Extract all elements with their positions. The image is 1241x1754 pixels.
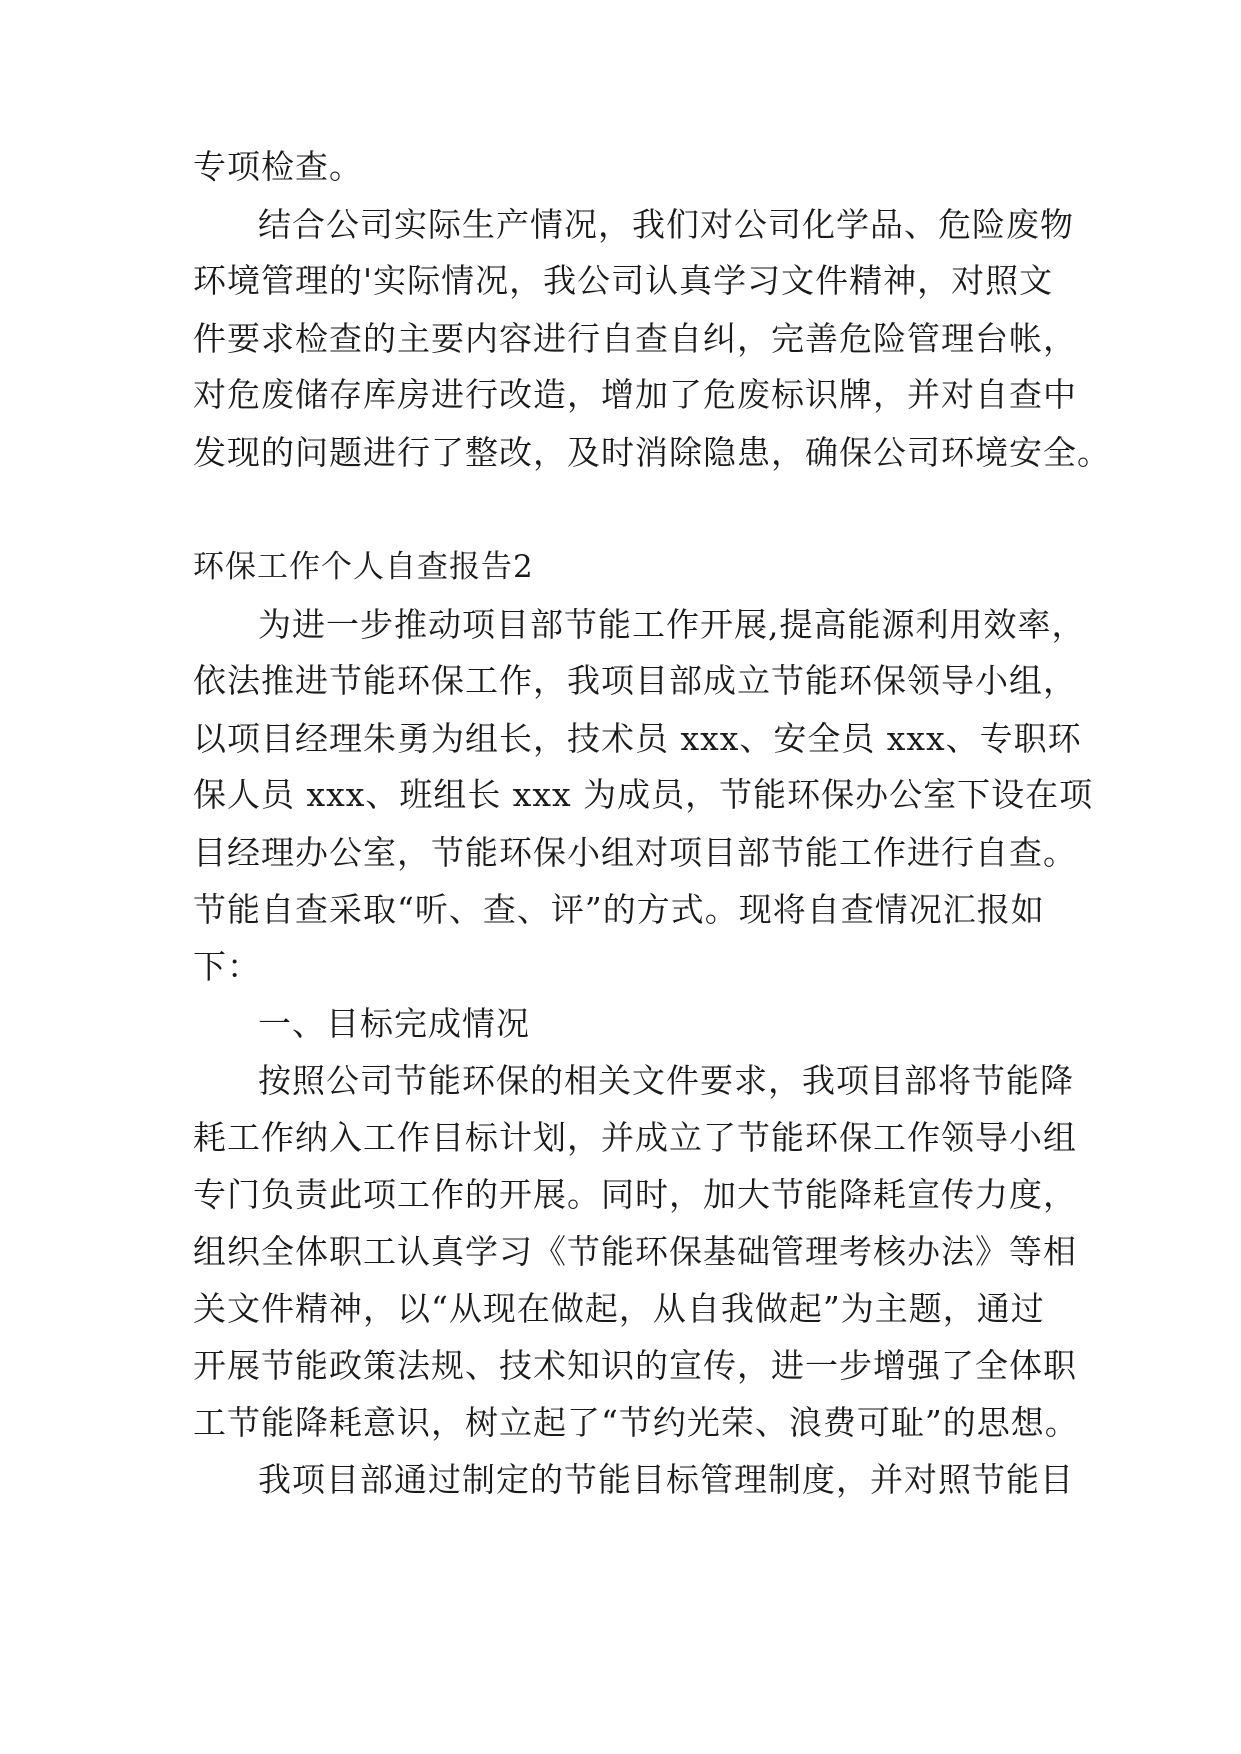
text-line: 依法推进节能环保工作，我项目部成立节能环保领导小组，	[193, 661, 1077, 700]
text-line: 组织全体职工认真学习《节能环保基础管理考核办法》等相	[193, 1232, 1077, 1271]
text-line: 环境管理的'实际情况，我公司认真学习文件精神，对照文	[193, 261, 1054, 300]
text-line: 耗工作纳入工作目标计划，并成立了节能环保工作领导小组	[193, 1118, 1077, 1157]
text-line: 专项检查。	[193, 147, 363, 186]
text-line: 件要求检查的主要内容进行自查自纠，完善危险管理台帐，	[193, 319, 1077, 358]
text-line: 节能自查采取“听、查、评”的方式。现将自查情况汇报如	[193, 890, 1045, 929]
section-heading: 环保工作个人自查报告2	[193, 549, 534, 585]
text-line: 关文件精神，以“从现在做起，从自我做起”为主题，通过	[193, 1289, 1045, 1328]
text-line: 发现的问题进行了整改，及时消除隐患，确保公司环境安全。	[193, 433, 1111, 472]
paragraph-first-line: 按照公司节能环保的相关文件要求，我项目部将节能降	[258, 1061, 1074, 1100]
subsection-heading: 一、目标完成情况	[258, 1004, 530, 1043]
text-line: 开展节能政策法规、技术知识的宣传，进一步增强了全体职	[193, 1346, 1077, 1385]
paragraph-first-line: 我项目部通过制定的节能目标管理制度，并对照节能目	[258, 1460, 1074, 1499]
text-line: 目经理办公室，节能环保小组对项目部节能工作进行自查。	[193, 833, 1077, 872]
text-line: 保人员 xxx、班组长 xxx 为成员，节能环保办公室下设在项	[193, 775, 1094, 814]
text-line: 以项目经理朱勇为组长，技术员 xxx、安全员 xxx、专职环	[193, 719, 1082, 758]
text-line: 专门负责此项工作的开展。同时，加大节能降耗宣传力度，	[193, 1175, 1077, 1214]
paragraph-first-line: 结合公司实际生产情况，我们对公司化学品、危险废物	[258, 205, 1074, 244]
text-line: 下：	[193, 947, 261, 986]
paragraph-first-line: 为进一步推动项目部节能工作开展,提高能源利用效率，	[258, 605, 1086, 644]
text-line: 工节能降耗意识，树立起了“节约光荣、浪费可耻”的思想。	[193, 1403, 1079, 1442]
text-line: 对危废储存库房进行改造，增加了危废标识牌，并对自查中	[193, 375, 1077, 414]
